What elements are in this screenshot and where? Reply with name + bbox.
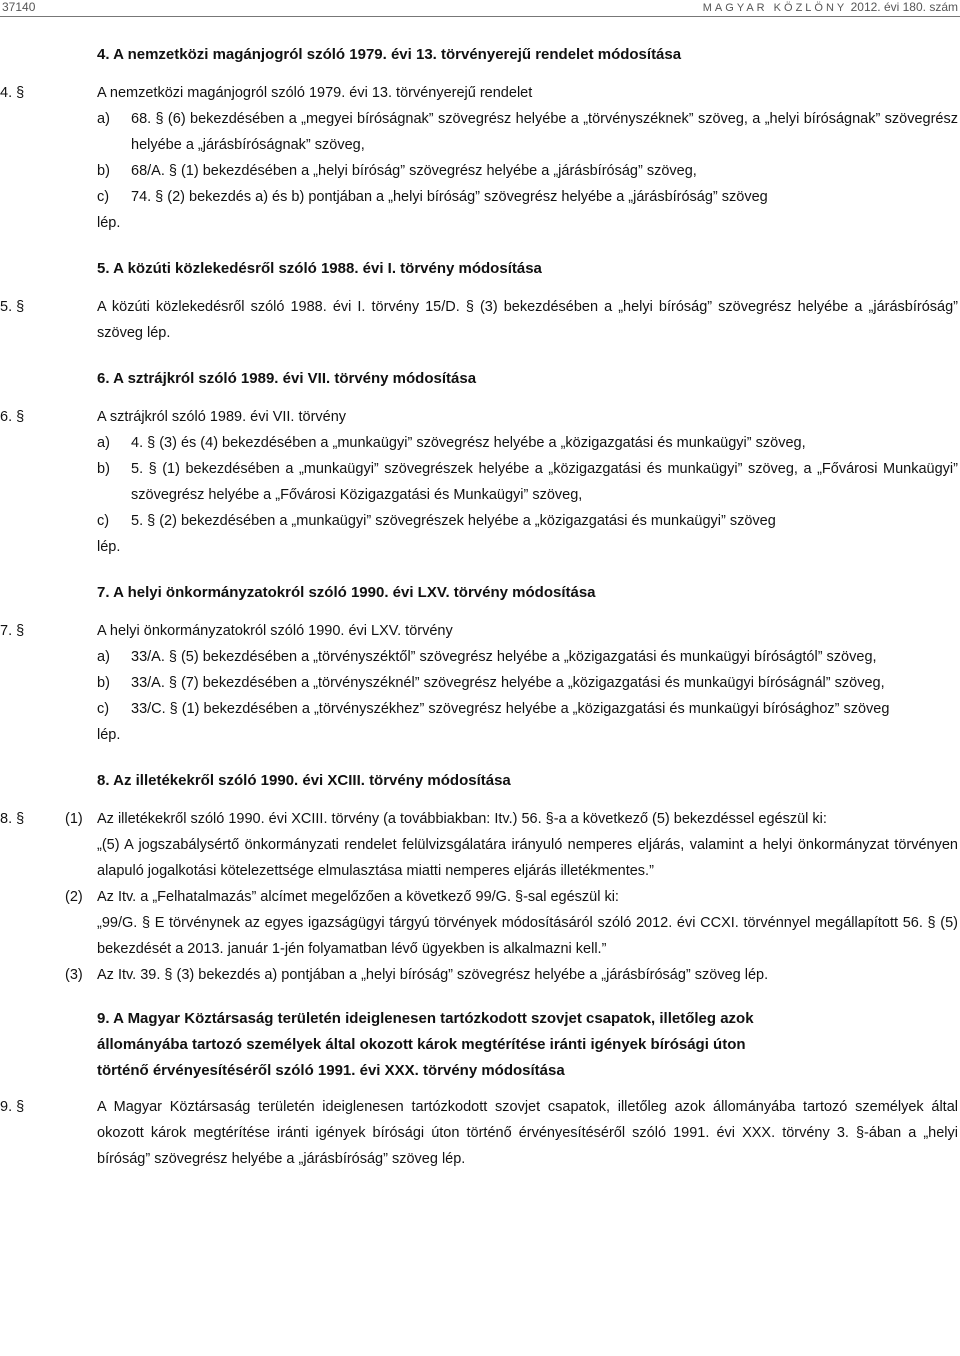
item-label: a) [97, 435, 110, 451]
list-item [97, 696, 958, 722]
subparagraph-text: Az Itv. 39. § (3) bekezdés a) pontjában a „helyi bíróság” szövegrész helyébe a „járásbíróság” szöveg lép. [97, 967, 769, 983]
subparagraph [65, 806, 958, 884]
paragraph [0, 294, 958, 346]
section-title: 8. Az illetékekről szóló 1990. évi XCIII. törvény módosítása [97, 772, 511, 789]
item-text: 68/A. § (1) bekezdésében a „helyi bíróság” szövegrész helyébe a „járásbíróság” szöveg, [131, 163, 697, 179]
item-label: c) [97, 701, 110, 717]
page-header [0, 0, 960, 16]
list-item [97, 184, 958, 210]
paragraph-closing: lép. [97, 215, 121, 231]
journal-info [703, 0, 958, 15]
item-text: 74. § (2) bekezdés a) és b) pontjában a „helyi bíróság” szövegrész helyébe a „járásbíróság” szöveg [131, 189, 768, 205]
item-text: 4. § (3) és (4) bekezdésében a „munkaügyi” szövegrész helyébe a „közigazgatási és munkaügyi” szöveg, [131, 435, 806, 451]
paragraph-closing: lép. [97, 727, 121, 743]
paragraph-number: 9. § [0, 1099, 25, 1115]
item-text: 33/A. § (5) bekezdésében a „törvényszéktől” szövegrész helyébe a „közigazgatási és munkaügyi bíróságtól” szöveg, [131, 649, 877, 665]
issue-number: 2012. évi 180. szám [850, 0, 958, 14]
subparagraph-number: (1) [65, 811, 83, 827]
subparagraph [65, 884, 958, 962]
paragraph-text: A Magyar Köztársaság területén ideiglenesen tartózkodott szovjet csapatok, illetőleg azok állományába tartozó személyek által okozott károk megtérítése iránti igények bírósági úton történő érvényesítéséről szóló 1991. évi XXX. törvény 3. §-ában a „helyi bíróság” szövegrész helyébe a „járásbíróság” szöveg lép. [97, 1099, 958, 1167]
quoted-text: „(5) A jogszabálysértő önkormányzati rendelet felülvizsgálatára irányuló nemperes eljárás, valamint a helyi önkormányzat törvényen alapuló jogalkotási kötelezettsége elmulasztása miatti nemperes eljárás illetékmentes.” [97, 837, 958, 879]
item-label: b) [97, 163, 110, 179]
paragraph [0, 618, 958, 748]
paragraph [0, 806, 958, 988]
journal-title: MAGYAR KÖZLÖNY [702, 2, 848, 14]
paragraph [0, 80, 958, 236]
item-text: 33/A. § (7) bekezdésében a „törvényszéknél” szövegrész helyébe a „közigazgatási és munkaügyi bíróságnál” szöveg, [131, 675, 885, 691]
list-item [97, 644, 958, 670]
list-item [97, 106, 958, 158]
paragraph-number: 5. § [0, 299, 25, 315]
document-body [0, 40, 958, 1172]
paragraph-text: A közúti közlekedésről szóló 1988. évi I. törvény 15/D. § (3) bekezdésében a „helyi bíróság” szövegrész helyébe a „járásbíróság” szöveg lép. [97, 299, 958, 341]
section-title: 5. A közúti közlekedésről szóló 1988. évi I. törvény módosítása [97, 260, 542, 277]
section-title: 6. A sztrájkról szóló 1989. évi VII. törvény módosítása [97, 370, 477, 387]
paragraph [0, 404, 958, 560]
item-label: b) [97, 461, 110, 477]
list-item [97, 430, 958, 456]
subparagraph-number: (3) [65, 967, 83, 983]
subparagraph-number: (2) [65, 889, 83, 905]
quoted-text: „99/G. § E törvénynek az egyes igazságügyi tárgyú törvények módosításáról szóló 2012. évi CCXI. törvénnyel megállapított 56. § (5) bekezdését a 2013. január 1-jén folyamatban lévő ügyekben is alkalmazni kell.” [97, 915, 958, 957]
paragraph-number: 6. § [0, 409, 25, 425]
paragraph-intro: A helyi önkormányzatokról szóló 1990. évi LXV. törvény [97, 623, 453, 639]
subparagraph-text: Az Itv. a „Felhatalmazás” alcímet megelőzően a következő 99/G. §-sal egészül ki: [97, 889, 619, 905]
subparagraph-text: Az illetékekről szóló 1990. évi XCIII. törvény (a továbbiakban: Itv.) 56. §-a a következő (5) bekezdéssel egészül ki: [97, 811, 827, 827]
item-text: 5. § (2) bekezdésében a „munkaügyi” szövegrészek helyébe a „közigazgatási és munkaügyi” szöveg [131, 513, 776, 529]
item-label: c) [97, 189, 110, 205]
section-title: 9. A Magyar Köztársaság területén ideiglenesen tartózkodott szovjet csapatok, illetőleg azok állományába tartozó személyek által okozott károk megtérítése iránti igények bírósági úton történő érvényesítéséről szóló 1991. évi XXX. törvény módosítása [97, 1010, 754, 1079]
item-label: a) [97, 111, 110, 127]
subparagraph [65, 962, 958, 988]
paragraph-number: 4. § [0, 85, 25, 101]
item-label: a) [97, 649, 110, 665]
item-text: 33/C. § (1) bekezdésében a „törvényszékhez” szövegrész helyébe a „közigazgatási és munkaügyi bírósághoz” szöveg [131, 701, 890, 717]
section-title: 7. A helyi önkormányzatokról szóló 1990. évi LXV. törvény módosítása [97, 584, 596, 601]
header-rule [0, 16, 960, 17]
item-text: 68. § (6) bekezdésében a „megyei bíróságnak” szövegrész helyébe a „törvényszéknek” szöveg, a „helyi bíróságnak” szövegrész helyébe a „járásbíróságnak” szöveg, [131, 111, 958, 153]
page-number: 37140 [2, 0, 36, 14]
item-text: 5. § (1) bekezdésében a „munkaügyi” szövegrészek helyébe a „közigazgatási és munkaügyi” szöveg, a „Fővárosi Munkaügyi” szövegrész helyébe a „Fővárosi Közigazgatási és Munkaügyi” szöveg, [131, 461, 958, 503]
item-label: c) [97, 513, 110, 529]
paragraph-number: 8. § [0, 811, 25, 827]
list-item [97, 670, 958, 696]
section-title: 4. A nemzetközi magánjogról szóló 1979. évi 13. törvényerejű rendelet módosítása [97, 46, 682, 63]
list-item [97, 508, 958, 534]
paragraph-intro: A nemzetközi magánjogról szóló 1979. évi 13. törvényerejű rendelet [97, 85, 533, 101]
paragraph-number: 7. § [0, 623, 25, 639]
paragraph-closing: lép. [97, 539, 121, 555]
list-item [97, 158, 958, 184]
paragraph-intro: A sztrájkról szóló 1989. évi VII. törvény [97, 409, 347, 425]
item-label: b) [97, 675, 110, 691]
list-item [97, 456, 958, 508]
paragraph [0, 1094, 958, 1172]
